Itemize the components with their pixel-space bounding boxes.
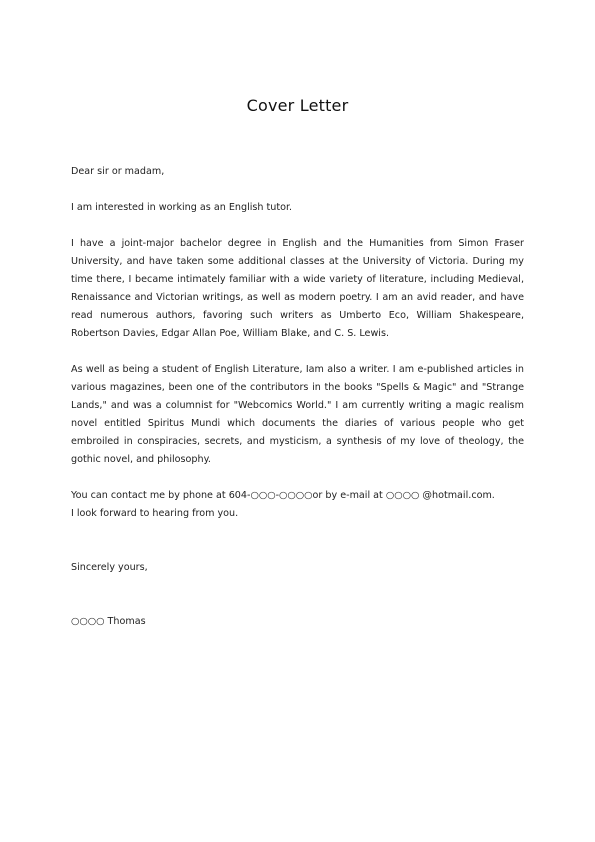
paragraph-spacer — [71, 469, 524, 487]
signature: ○○○○ Thomas — [71, 616, 146, 627]
paragraph-intro: I am interested in working as an English tutor. — [71, 202, 293, 213]
paragraph-contact: You can contact me by phone at 604-○○○-○○○○or by e-mail at ○○○○ @hotmail.com. — [71, 490, 495, 501]
letter-body — [71, 163, 524, 631]
paragraph-spacer — [71, 523, 524, 559]
document-title: Cover Letter — [246, 96, 349, 115]
paragraph-spacer — [71, 181, 524, 199]
paragraph-writing: As well as being a student of English Literature, Iam also a writer. I am e-published articles in various magazines, been one of the contributors in the books "Spells & Magic" and "Strange Lands," and was a columnist for "Webcomics World." I am currently writing a magic realism novel entitled Spiritus Mundi which documents the diaries of various people who get embroiled in conspiracies, secrets, and mysticism, a synthesis of my love of theology, the gothic novel, and philosophy. — [71, 364, 524, 465]
paragraph-spacer — [71, 577, 524, 613]
paragraph-spacer — [71, 217, 524, 235]
sign-off: Sincerely yours, — [71, 562, 148, 573]
closing-line: I look forward to hearing from you. — [71, 508, 239, 519]
paragraph-education: I have a joint-major bachelor degree in English and the Humanities from Simon Fraser University, and have taken some additional classes at the University of Victoria. During my time there, I became intimately familiar with a wide variety of literature, including Medieval, Renaissance and Victorian writings, as well as modern poetry. I am an avid reader, and have read numerous authors, favoring such writers as Umberto Eco, William Shakespeare, Robertson Davies, Edgar Allan Poe, William Blake, and C. S. Lewis. — [71, 238, 524, 339]
salutation: Dear sir or madam, — [71, 166, 165, 177]
paragraph-spacer — [71, 343, 524, 361]
